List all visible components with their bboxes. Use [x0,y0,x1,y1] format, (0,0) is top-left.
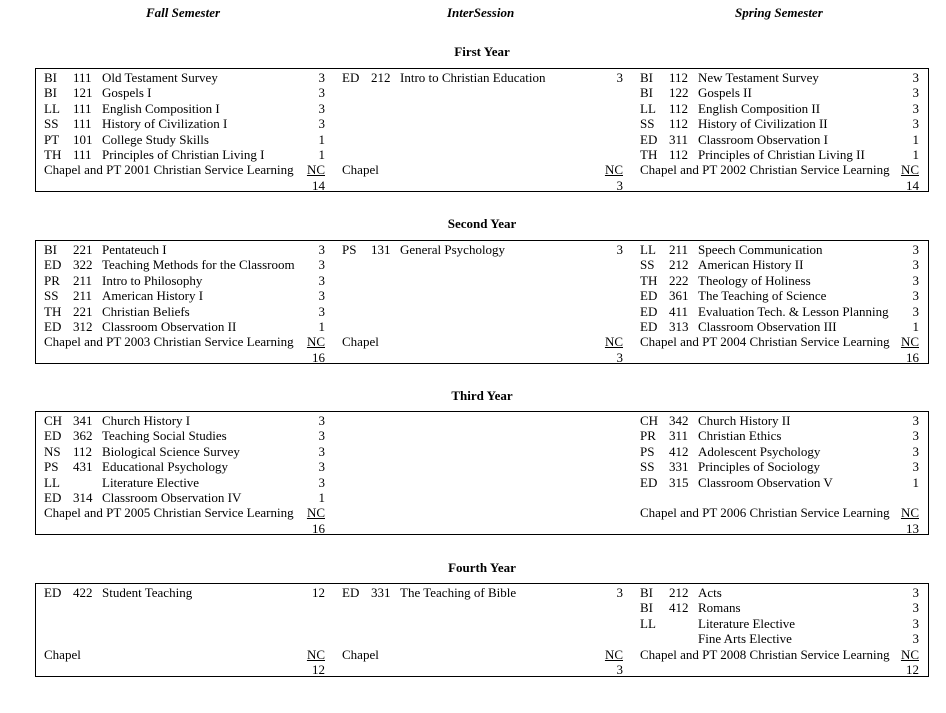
course-row: LL 111 English Composition I 3 [44,100,325,116]
chapel-row: Chapel and PT 2002 Christian Service Learning NC [640,162,919,178]
fall-column [44,242,325,365]
course-row: ED 311 Classroom Observation I 1 [640,131,919,147]
course-row: BI 112 New Testament Survey 3 [640,70,919,85]
credit-total: 14 [906,177,919,193]
intersession-header: InterSession [447,5,515,20]
course-row: CH 341 Church History I 3 [44,413,325,428]
intersession-column [342,585,623,677]
course-row: LL 211 Speech Communication 3 [640,242,919,257]
course-row: BI 121 Gospels I 3 [44,85,325,101]
credit-total: 12 [906,661,919,677]
year-box-first [35,68,929,192]
chapel-row: Chapel NC [342,334,623,350]
spring-column [640,242,919,365]
chapel-row: Chapel and PT 2003 Christian Service Learning NC [44,334,325,350]
course-row: BI 122 Gospels II 3 [640,85,919,101]
year-box-second [35,240,929,364]
course-row: ED 361 The Teaching of Science 3 [640,288,919,304]
fall-column [44,585,325,677]
year-box-third [35,411,929,535]
course-row: SS 331 Principles of Sociology 3 [640,459,919,475]
course-row: CH 342 Church History II 3 [640,413,919,428]
course-row: ED 314 Classroom Observation IV 1 [44,489,325,505]
chapel-row: Chapel and PT 2005 Christian Service Learning NC [44,505,325,521]
chapel-row: Chapel NC [342,646,623,662]
course-row: BI 212 Acts 3 [640,585,919,600]
course-row: LL Literature Elective 3 [640,615,919,631]
chapel-row: Chapel and PT 2001 Christian Service Learning NC [44,162,325,178]
course-row: BI 221 Pentateuch I 3 [44,242,325,257]
fall-semester-header: Fall Semester [146,5,221,20]
course-row: BI 412 Romans 3 [640,600,919,616]
spring-column [640,413,919,536]
course-row: BI 111 Old Testament Survey 3 [44,70,325,85]
course-row: TH 112 Principles of Christian Living II 1 [640,146,919,162]
course-row: LL Literature Elective 3 [44,474,325,490]
credit-total: 3 [616,177,623,193]
course-row: ED 212 Intro to Christian Education 3 [342,70,623,85]
credit-total: 3 [616,349,623,365]
course-row: SS 112 History of Civilization II 3 [640,116,919,132]
course-row: Fine Arts Elective 3 [698,631,919,647]
intersession-column [342,242,623,365]
intersession-column [342,70,623,193]
year-title-second: Second Year [447,216,517,231]
credit-total: 14 [312,177,325,193]
course-row: ED 315 Classroom Observation V 1 [640,474,919,490]
course-row: SS 212 American History II 3 [640,257,919,273]
year-title-fourth: Fourth Year [448,560,516,575]
credit-total: 13 [906,520,919,536]
course-row: PS 412 Adolescent Psychology 3 [640,443,919,459]
chapel-row: Chapel and PT 2008 Christian Service Learning NC [640,646,919,662]
spring-semester-header: Spring Semester [735,5,823,20]
course-row: ED 411 Evaluation Tech. & Lesson Planning 3 [640,303,919,319]
course-row: TH 222 Theology of Holiness 3 [640,272,919,288]
spring-column [640,585,919,677]
credit-total: 12 [312,661,325,677]
chapel-row: Chapel and PT 2004 Christian Service Learning NC [640,334,919,350]
spring-column [640,70,919,193]
year-box-fourth [35,583,929,677]
course-row: SS 111 History of Civilization I 3 [44,116,325,132]
course-row: ED 322 Teaching Methods for the Classroom 3 [44,257,325,273]
course-row: PR 311 Christian Ethics 3 [640,428,919,444]
credit-total: 16 [312,349,325,365]
course-row: ED 362 Teaching Social Studies 3 [44,428,325,444]
course-row: PS 131 General Psychology 3 [342,242,623,257]
course-row: PT 101 College Study Skills 1 [44,131,325,147]
course-row: TH 221 Christian Beliefs 3 [44,303,325,319]
chapel-row: Chapel NC [44,646,325,662]
course-row: ED 331 The Teaching of Bible 3 [342,585,623,600]
year-title-third: Third Year [451,388,513,403]
credit-total: 16 [312,520,325,536]
course-row: PS 431 Educational Psychology 3 [44,459,325,475]
course-row: ED 312 Classroom Observation II 1 [44,318,325,334]
year-title-first: First Year [454,44,510,59]
fall-column [44,413,325,536]
course-row: ED 313 Classroom Observation III 1 [640,318,919,334]
course-row: LL 112 English Composition II 3 [640,100,919,116]
course-row: SS 211 American History I 3 [44,288,325,304]
course-row: PR 211 Intro to Philosophy 3 [44,272,325,288]
course-row: NS 112 Biological Science Survey 3 [44,443,325,459]
credit-total: 16 [906,349,919,365]
course-row: TH 111 Principles of Christian Living I 1 [44,146,325,162]
credit-total: 3 [616,661,623,677]
fall-column [44,70,325,193]
course-row: ED 422 Student Teaching 12 [44,585,325,600]
chapel-row: Chapel NC [342,162,623,178]
chapel-row: Chapel and PT 2006 Christian Service Learning NC [640,505,919,521]
